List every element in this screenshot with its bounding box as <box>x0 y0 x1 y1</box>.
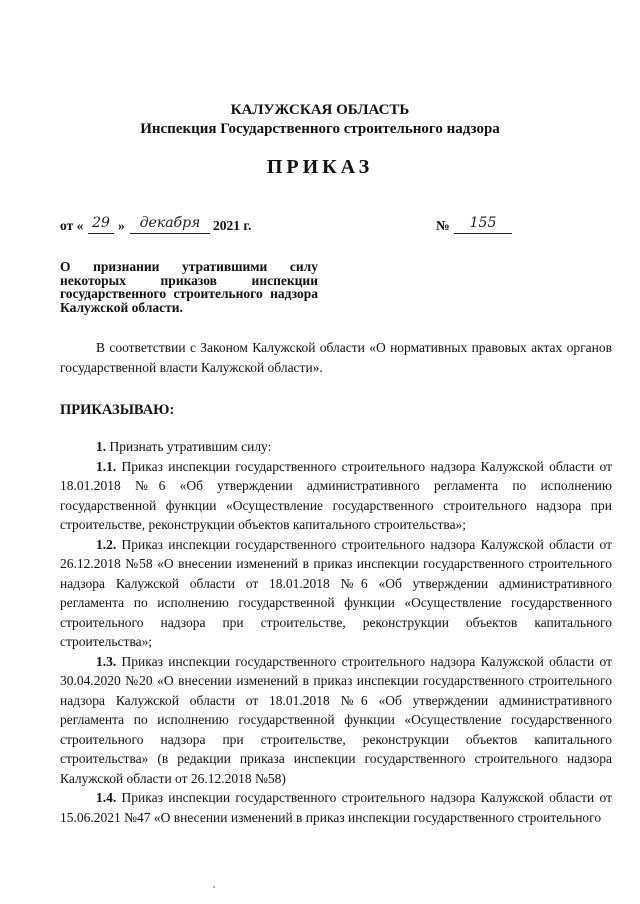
order-item <box>60 437 612 457</box>
item-number: 1.4. <box>96 790 117 805</box>
document-type-heading: ПРИКАЗ <box>266 156 374 178</box>
agency-heading: Инспекция Государственного строительного надзора <box>140 121 500 137</box>
order-item <box>60 457 612 535</box>
item-text: Приказ инспекции государственного строительного надзора Калужской области от 15.06.2021 №47 «О внесении изменений в приказ инспекции государственного строительного <box>60 790 612 825</box>
order-item <box>60 652 612 789</box>
preamble-paragraph: В соответствии с Законом Калужской области «О нормативных правовых актах органов государственной власти Калужской области». <box>60 340 612 375</box>
region-heading: КАЛУЖСКАЯ ОБЛАСТЬ <box>230 102 410 118</box>
date-year: 2021 г. <box>213 218 252 233</box>
scan-speck <box>213 886 215 888</box>
item-text: Признать утратившим силу: <box>106 439 272 454</box>
item-text: Приказ инспекции государственного строительного надзора Калужской области от 30.04.2020 №20 «О внесении изменений в приказ инспекции государственного строительного надзора Калужской области от 18.01.2018 №6 «Об утверждении административного регламента по исполнению государственной функции «Осуществление государственного строительного надзора при строительстве, реконструкции объектов капитального строительства» (в редакции приказа инспекции государственного строительного надзора Калужской области от 26.12.2018 №58) <box>60 653 612 786</box>
handwritten-day: 29 <box>88 214 114 234</box>
order-items <box>60 437 612 827</box>
subject-block <box>60 260 318 314</box>
subject-line: О признании утратившими силу <box>60 259 318 274</box>
orders-heading: ПРИКАЗЫВАЮ: <box>60 402 175 418</box>
item-text: Приказ инспекции государственного строительного надзора Калужской области от 26.12.2018 №58 «О внесении изменений в приказ инспекции государственного строительного надзора Калужской области от 18.01.2018 №6 «Об утверждении административного регламента по исполнению государственной функции «Осуществление государственного строительного надзора при строительстве, реконструкции объектов капитального строительства»; <box>60 536 612 649</box>
order-item <box>60 788 612 827</box>
item-number: 1.3. <box>96 653 117 669</box>
date-number-line <box>60 214 620 238</box>
handwritten-number: 155 <box>454 214 512 234</box>
order-item <box>60 535 612 652</box>
item-number: 1. <box>96 439 107 454</box>
item-number: 1.2. <box>96 536 117 552</box>
date-prefix: от « <box>60 218 84 233</box>
date-quote-close: » <box>118 218 125 233</box>
number-label: № <box>436 218 450 233</box>
subject-line: некоторых приказов инспекции <box>60 272 318 288</box>
subject-line: Калужской области. <box>60 299 183 315</box>
item-text: Приказ инспекции государственного строительного надзора Калужской области от 18.01.2018 №6 «Об утверждении административного регламента по исполнению государственной функции «Осуществление государственного строительного надзора при строительстве, реконструкции объектов капитального строительства»; <box>60 458 612 532</box>
item-number: 1.1. <box>96 458 117 474</box>
subject-line: государственного строительного надзора <box>60 286 318 301</box>
handwritten-month: декабря <box>130 214 210 234</box>
